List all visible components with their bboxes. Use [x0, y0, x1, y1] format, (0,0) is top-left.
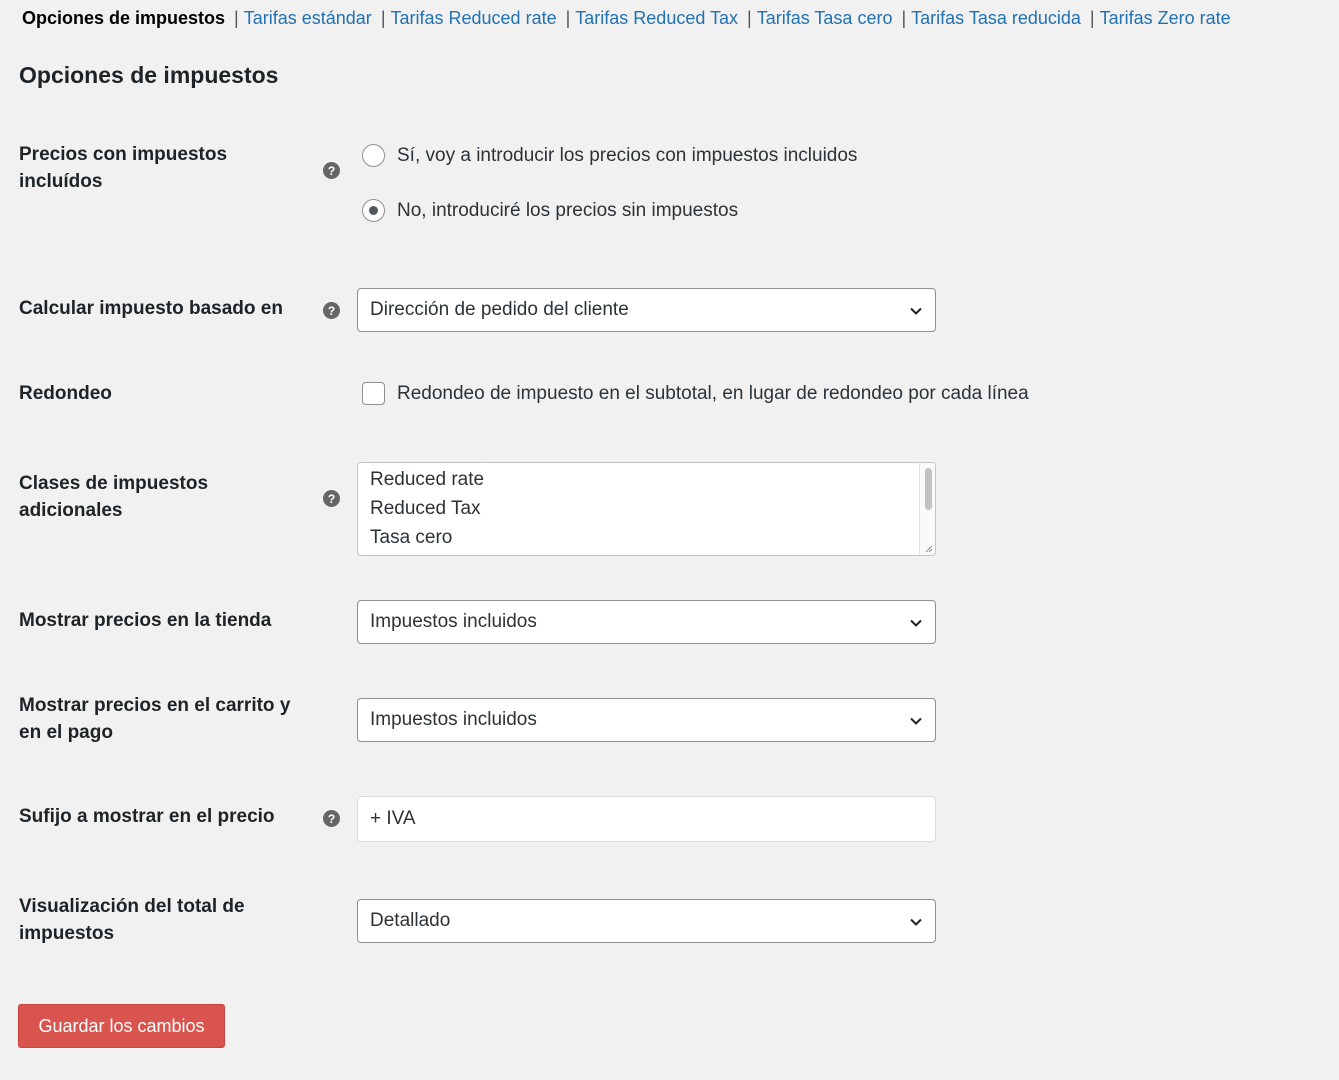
rounding-checkbox-label: Redondeo de impuesto en el subtotal, en lugar de redondeo por cada línea [397, 382, 1029, 404]
subnav-current: Opciones de impuestos [22, 8, 226, 28]
subnav-separator: | [1089, 8, 1095, 28]
chevron-down-icon [909, 304, 923, 318]
subnav-separator: | [747, 8, 752, 28]
subnav-separator: | [565, 8, 571, 28]
page-title: Opciones de impuestos [19, 62, 279, 88]
chevron-down-icon [909, 714, 923, 728]
tax-class-line: Tasa cero [370, 527, 453, 548]
price-suffix-input[interactable] [357, 796, 936, 842]
subnav-link-tasa-cero[interactable]: Tarifas Tasa cero [756, 8, 893, 28]
subnav-link-reduced-rate[interactable]: Tarifas Reduced rate [390, 8, 557, 28]
subnav-separator: | [234, 8, 239, 28]
radio-selected-dot [369, 206, 378, 215]
select-value: Dirección de pedido del cliente [370, 299, 629, 320]
scrollbar-thumb[interactable] [925, 468, 932, 510]
display-shop-select[interactable] [357, 600, 936, 644]
resize-handle-icon[interactable] [923, 543, 933, 553]
rounding-checkbox[interactable] [362, 382, 385, 405]
chevron-down-icon [909, 915, 923, 929]
help-icon[interactable]: ? [323, 162, 340, 179]
prices-include-tax-label: Precios con impuestos incluídos [19, 144, 228, 192]
radio-option-include-tax[interactable] [362, 144, 857, 167]
subnav-link-zero-rate[interactable]: Tarifas Zero rate [1099, 8, 1231, 28]
price-suffix-label: Sufijo a mostrar en el precio [19, 806, 275, 827]
select-value: Detallado [370, 910, 451, 931]
radio-option-label: Sí, voy a introducir los precios con impuestos incluidos [397, 144, 858, 166]
radio-option-exclude-tax[interactable] [362, 199, 738, 222]
select-value: Impuestos incluidos [370, 611, 537, 632]
radio-button[interactable] [362, 144, 385, 167]
rounding-checkbox-row[interactable] [362, 382, 1029, 405]
help-icon[interactable]: ? [323, 810, 340, 827]
radio-button-selected[interactable] [362, 199, 385, 222]
tax-total-display-label: Visualización del total de impuestos [19, 896, 245, 944]
subnav-separator: | [380, 8, 386, 28]
help-icon[interactable]: ? [323, 490, 340, 507]
tax-based-on-select[interactable] [357, 288, 936, 332]
subnav-separator: | [901, 8, 907, 28]
help-icon[interactable]: ? [323, 302, 340, 319]
radio-option-label: No, introduciré los precios sin impuestos [397, 199, 739, 221]
display-cart-label: Mostrar precios en el carrito y en el pago [19, 695, 291, 743]
tax-class-line: Reduced rate [370, 469, 485, 490]
tax-subnav [22, 8, 1231, 29]
subnav-link-reduced-tax[interactable]: Tarifas Reduced Tax [575, 8, 739, 28]
tax-based-on-label: Calcular impuesto basado en [19, 298, 283, 319]
tax-total-display-select[interactable] [357, 899, 936, 943]
subnav-link-tasa-reducida[interactable]: Tarifas Tasa reducida [911, 8, 1081, 28]
save-changes-button[interactable]: Guardar los cambios [18, 1004, 225, 1048]
tax-classes-textarea[interactable] [357, 462, 936, 556]
display-shop-label: Mostrar precios en la tienda [19, 610, 272, 631]
rounding-label: Redondeo [19, 383, 112, 404]
display-cart-select[interactable] [357, 698, 936, 742]
tax-classes-label: Clases de impuestos adicionales [19, 473, 209, 521]
select-value: Impuestos incluidos [370, 709, 537, 730]
tax-class-line: Reduced Tax [370, 498, 481, 519]
subnav-link-estandar[interactable]: Tarifas estándar [243, 8, 372, 28]
scrollbar-track[interactable] [919, 463, 935, 555]
chevron-down-icon [909, 616, 923, 630]
